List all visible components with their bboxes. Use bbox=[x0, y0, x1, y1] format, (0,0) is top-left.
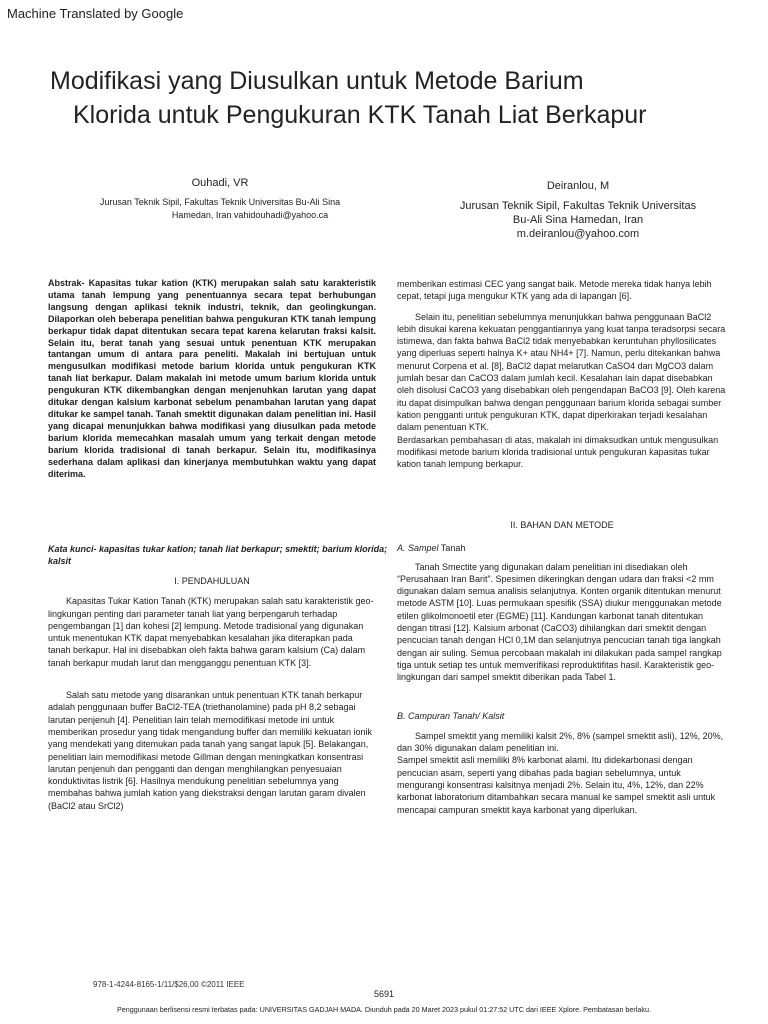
paragraph: memberikan estimasi CEC yang sangat baik. Metode mereka tidak hanya lebih cepat, tetapi juga mengukur KTK yang ada di lapangan [6]. bbox=[397, 279, 712, 302]
author-email: m.deiranlou@yahoo.com bbox=[516, 228, 640, 240]
section-heading: I. PENDAHULUAN bbox=[174, 576, 250, 586]
subsection-label: A. Sampel bbox=[397, 543, 439, 554]
paragraph: Selain itu, penelitian sebelumnya menunjukkan bahwa penggunaan BaCl2 lebih disukai karena kekuatan penggantiannya yang kuat tanpa teradsorpsi secara istimewa, dan fakta bahwa BaCl2 tidak menyebabkan keruntuhan phyllosilicates yang diperluas seperti halnya K+ atau NH4+ [7]. Namun, perlu ditekankan bahwa menurut Corpena et al. [8], BaCl2 dapat melarutkan CaSO4 dan MgCO3 dalam jumlah besar dan CaCO3 dalam jumlah kecil. Kesalahan lain dapat disebabkan oleh disolusi CaCO3 yang disebabkan oleh pengendapan BaCO3 [9]. Oleh karena itu dapat disimpulkan bahwa dengan penggunaan barium klorida sebagai sumber kation pengganti untuk pengukuran KTK, dapat diperkirakan terjadi kesalahan dalam penentuan KTK. bbox=[397, 311, 726, 433]
author-block-1 bbox=[40, 176, 400, 222]
paragraph: Tanah Smectite yang digunakan dalam penelitian ini disediakan oleh “Perusahaan Iran Barit”. Spesimen dikeringkan dengan udara dan fraksi <2 mm digunakan dalam semua analisis selanjutnya. Konten organik ditentukan menurut metode ASTM [10]. Luas permukaan spesifik (SSA) diukur menggunakan metode etilen glikolmonoetil eter (EGME) [11]. Kandungan karbonat tanah ditentukan dengan titrasi [12]. Kalsium arbonat (CaCO3) dihilangkan dari smektit dengan pencucian tanah dengan HCl 0,1M dan selanjutnya pencucian tanah tiga langkah dengan air suling. Semua percobaan makalah ini dilakukan pada sampel rangkap tiga untuk setiap tes untuk memverifikasi reproduktifitas hasil. Karakteristik geo-lingkungan dari sampel smektit diberikan pada Tabel 1. bbox=[397, 561, 722, 683]
license-notice: Penggunaan berlisensi resmi terbatas pada: UNIVERSITAS GADJAH MADA. Diunduh pada 20 Maret 2023 pukul 01:27:52 UTC dari IEEE Xplore. Pembatasan berlaku. bbox=[116, 1005, 652, 1014]
paragraph: Sampel smektit asli memiliki 8% karbonat alami. Itu didekarbonasi dengan pencucian asam, seperti yang dibahas pada bagian sebelumnya, untuk mengurangi konsentrasi kalsitnya menjadi 2%. Selain itu, 4%, 12%, dan 22% karbonat laboratorium ditambahkan secara manual ke sampel smektit asli untuk mencapai campuran smektit kaya karbonat yang diperlukan. bbox=[397, 755, 716, 815]
abstract: Abstrak- Kapasitas tukar kation (KTK) merupakan salah satu karakteristik utama tanah lempung yang penentuannya secara tepat berhubungan langsung dengan aplikasi teknik industri, teknik, dan geolingkungan. Dilaporkan oleh beberapa penelitian bahwa pengukuran KTK tanah lempung berkapur tidak dapat ditentukan secara tepat karena kelarutan fraksi kalsit. Selain itu, berat tanah yang sesuai untuk penentuan KTK merupakan tantangan umum di antara para peneliti. Makalah ini bertujuan untuk mengusulkan modifikasi metode barium klorida untuk pengukuran KTK tanah liat berkapur. Dalam makalah ini metode umum barium klorida untuk pengukuran KTK dikembangkan dengan menjenuhkan larutan yang dapat ditukar dengan kalsium karbonat sebelum penambahan larutan yang dapat ditukar ke sampel tanah. Tanah smektit digunakan dalam penelitian ini. Hasil yang dicapai menunjukkan bahwa modifikasi yang diusulkan pada metode barium klorida memecahkan masalah umum yang terkait dengan metode barium klorida tradisional di tanah berkapur. Selain itu, modifikasinya sederhana dalam aplikasi dan kinerjanya membutuhkan waktu yang dapat diterima. bbox=[48, 278, 376, 479]
paper-title bbox=[50, 64, 750, 132]
machine-translation-banner: Machine Translated by Google bbox=[7, 6, 184, 21]
author-block-2 bbox=[408, 179, 748, 241]
section-heading: II. BAHAN DAN METODE bbox=[510, 520, 614, 530]
author-name: Deiranlou, M bbox=[546, 180, 610, 192]
author-affiliation: Jurusan Teknik Sipil, Fakultas Teknik Universitas Bu-Ali Sina bbox=[99, 197, 341, 207]
author-affiliation: Hamedan, Iran vahidouhadi@yahoo.ca bbox=[171, 210, 329, 220]
right-column-top bbox=[397, 278, 727, 470]
paragraph: Salah satu metode yang disarankan untuk penentuan KTK tanah berkapur adalah penggunaan buffer BaCl2-TEA (triethanolamine) pada pH 8,2 sebagai larutan penjenuh [4]. Penelitian lain telah memodifikasi metode ini untuk memberikan prosedur yang tidak mengandung buffer dan memiliki kekuatan ionik yang mendekati yang ditemukan pada tanah yang sangat lapuk [5]. Belakangan, penelitian lain memodifikasi metode Gillman dengan meningkatkan konsentrasi larutan penjenuh dan pengganti dan dengan menghilangkan penyesuaian konduktivitas listrik [6]. Hasilnya mendukung penelitian sebelumnya yang membahas bahwa jumlah kation yang diekstraksi dengan larutan garam divalen (BaCl2 atau SrCl2) bbox=[48, 690, 373, 811]
author-affiliation: Bu-Ali Sina Hamedan, Iran bbox=[512, 214, 644, 226]
isbn-copyright: 978-1-4244-8165-1/11/$26,00 ©2011 IEEE bbox=[93, 980, 245, 989]
methods-section bbox=[397, 519, 727, 816]
title-line-1: Modifikasi yang Diusulkan untuk Metode Barium bbox=[50, 67, 584, 95]
paragraph: Berdasarkan pembahasan di atas, makalah ini dimaksudkan untuk mengusulkan modifikasi metode barium klorida tradisional untuk pengukuran kapasitas tukar kation tanah lempung berkapur. bbox=[397, 434, 719, 470]
keywords: Kata kunci- kapasitas tukar kation; tanah liat berkapur; smektit; barium klorida; kalsit bbox=[48, 544, 388, 566]
author-name: Ouhadi, VR bbox=[191, 177, 249, 189]
subsection-b-heading: B. Campuran Tanah/ Kalsit bbox=[397, 710, 505, 721]
author-affiliation: Jurusan Teknik Sipil, Fakultas Teknik Universitas bbox=[459, 200, 697, 212]
subsection-a-heading bbox=[397, 542, 727, 554]
page-number: 5691 bbox=[373, 989, 395, 999]
introduction-section bbox=[48, 575, 376, 812]
title-line-2: Klorida untuk Pengukuran KTK Tanah Liat Berkapur bbox=[73, 101, 647, 129]
paragraph: Sampel smektit yang memiliki kalsit 2%, 8% (sampel smektit asli), 12%, 20%, dan 30% digunakan dalam penelitian ini. bbox=[397, 730, 724, 754]
paragraph: Kapasitas Tukar Kation Tanah (KTK) merupakan salah satu karakteristik geo-lingkungan penting dari parameter tanah liat yang berpengaruh terhadap pengembangan [1] dan kohesi [2] lempung. Metode tradisional yang digunakan untuk menentukan KTK dapat menyebabkan kesalahan jika diterapkan pada tanah berkapur. Hal ini disebabkan oleh fakta bahwa garam kalsium (Ca) dalam tanah berkapur mudah larut dan mengganggu penentuan KTK [3]. bbox=[48, 596, 374, 668]
subsection-word: Tanah bbox=[440, 543, 466, 554]
